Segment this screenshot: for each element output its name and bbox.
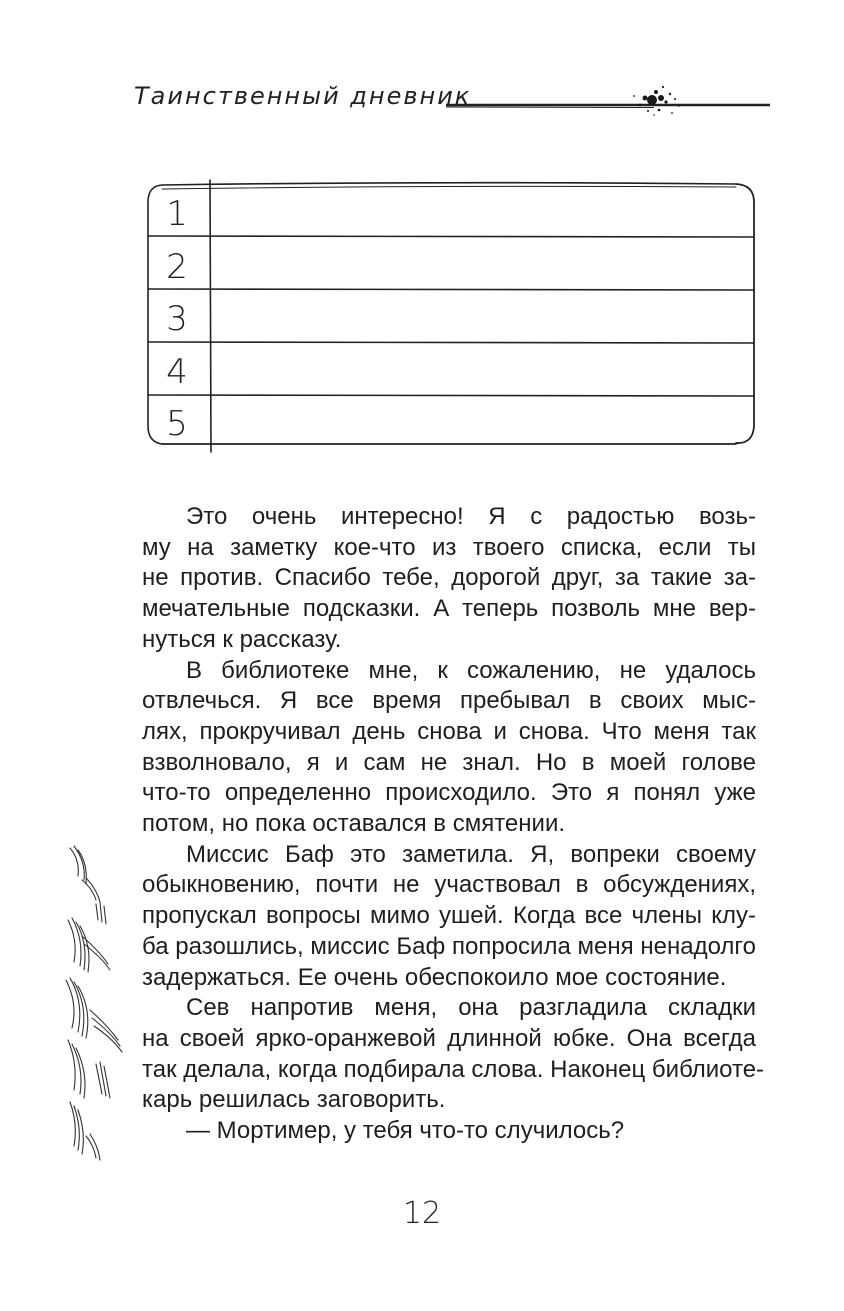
- page-number: 12: [402, 1196, 442, 1231]
- text-line: на своей ярко-оранжевой длинной юбке. Она всегда: [142, 1024, 756, 1052]
- text-line: Это очень интересно! Я с радостью возь-: [186, 503, 756, 530]
- text-line: карь решилась заговорить.: [142, 1086, 446, 1114]
- list-number-3: 3: [166, 299, 188, 339]
- text-line: му на заметку кое-что из твоего списка, если ты: [142, 533, 756, 561]
- list-number-4: 4: [166, 352, 188, 392]
- text-line: что-то определенно происходило. Это я понял уже: [142, 779, 756, 807]
- running-header: [134, 78, 770, 118]
- body-text: [142, 502, 765, 1147]
- text-line: так делала, когда подбирала слова. Наконец библиоте-: [142, 1055, 765, 1083]
- text-line: отвлечься. Я все время пребывал в своих мыс-: [142, 687, 756, 715]
- text-line: Сев напротив меня, она разгладила складки: [186, 994, 756, 1022]
- decorative-hatching: [56, 840, 136, 1180]
- list-number-5: 5: [166, 404, 188, 444]
- text-line: нуться к рассказу.: [142, 625, 342, 653]
- text-line: обыкновению, почти не участвовал в обсуждениях,: [142, 871, 756, 899]
- text-line: мечательные подсказки. А теперь позволь мне вер-: [142, 595, 756, 623]
- book-title: Таинственный дневник: [134, 82, 472, 110]
- text-line: — Мортимер, у тебя что-то случилось?: [186, 1117, 625, 1145]
- text-line: ба разошлись, миссис Баф попросила меня ненадолго: [142, 932, 756, 960]
- text-line: Миссис Баф это заметила. Я, вопреки своему: [186, 840, 756, 868]
- text-line: В библиотеке мне, к сожалению, не удалось: [186, 656, 756, 684]
- text-line: задержаться. Ее очень обеспокоило мое состояние.: [142, 963, 727, 991]
- text-line: не против. Спасибо тебе, дорогой друг, за такие за-: [142, 564, 756, 592]
- ink-splatter-icon: [633, 86, 680, 116]
- list-frame-lines: [136, 176, 764, 456]
- list-number-2: 2: [166, 247, 188, 287]
- list-number-1: 1: [166, 194, 188, 234]
- text-line: пропускал вопросы мимо ушей. Когда все члены клу-: [142, 902, 756, 930]
- text-line: лях, прокручивал день снова и снова. Что меня так: [142, 717, 756, 745]
- text-line: потом, но пока оставался в смятении.: [142, 810, 566, 838]
- numbered-list-frame: [136, 176, 764, 456]
- text-line: взволновало, я и сам не знал. Но в моей голове: [142, 748, 756, 776]
